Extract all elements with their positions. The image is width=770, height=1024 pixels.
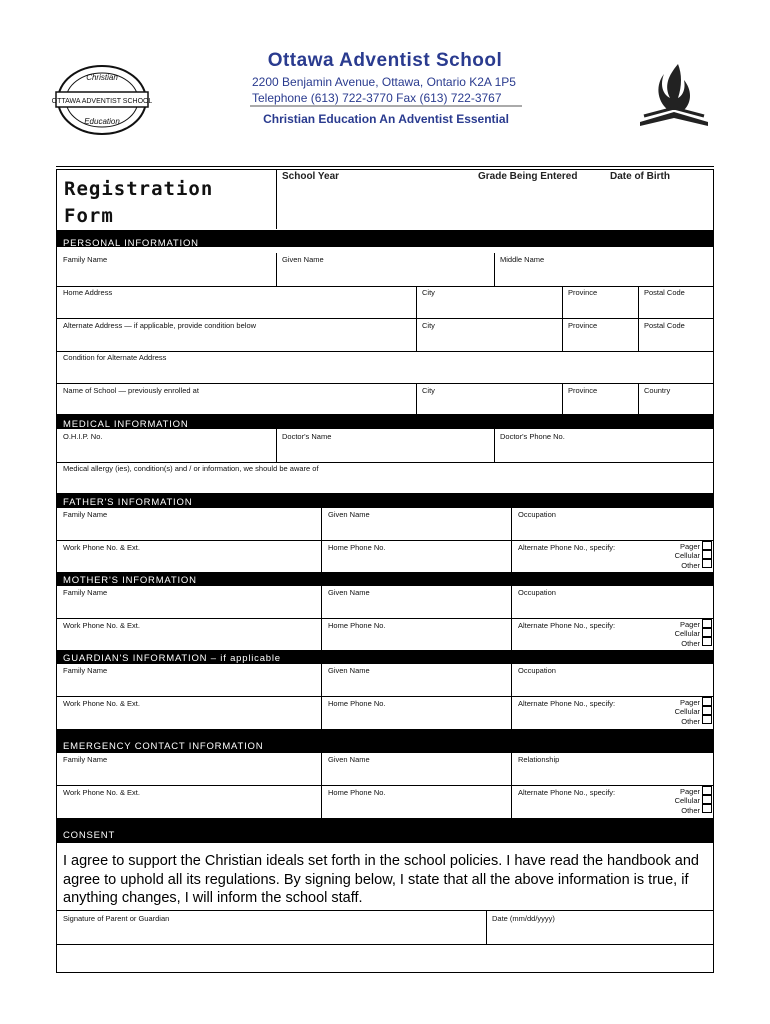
- father-cellular-checkbox[interactable]: [702, 550, 712, 559]
- guardian-home-phone-field[interactable]: Home Phone No.: [328, 699, 386, 708]
- guardian-cellular-checkbox[interactable]: [702, 706, 712, 715]
- mother-given-name-field[interactable]: Given Name: [328, 588, 370, 597]
- school-province-field[interactable]: Province: [568, 386, 598, 395]
- date-field[interactable]: Date (mm/dd/yyyy): [492, 914, 555, 923]
- emergency-home-phone-field[interactable]: Home Phone No.: [328, 788, 386, 797]
- alt-city-field[interactable]: City: [422, 321, 435, 330]
- school-address: 2200 Benjamin Avenue, Ottawa, Ontario K2A 1P5: [252, 75, 516, 89]
- doctor-name-field[interactable]: Doctor's Name: [282, 432, 332, 441]
- school-crest-logo: [52, 62, 152, 138]
- family-name-field[interactable]: Family Name: [63, 255, 108, 264]
- home-city-field[interactable]: City: [422, 288, 435, 297]
- alt-postal-code-field[interactable]: Postal Code: [644, 321, 685, 330]
- father-home-phone-field[interactable]: Home Phone No.: [328, 543, 386, 552]
- mother-work-phone-field[interactable]: Work Phone No. & Ext.: [63, 621, 140, 630]
- father-alt-phone-field[interactable]: Alternate Phone No., specify:: [518, 543, 616, 552]
- mother-home-phone-field[interactable]: Home Phone No.: [328, 621, 386, 630]
- school-year-field[interactable]: School Year: [282, 171, 340, 182]
- consent-section-header: CONSENT: [57, 818, 713, 843]
- svg-text:OTTAWA ADVENTIST SCHOOL: OTTAWA ADVENTIST SCHOOL: [52, 98, 152, 105]
- mother-occupation-field[interactable]: Occupation: [518, 588, 556, 597]
- emergency-other-checkbox[interactable]: [702, 804, 712, 813]
- guardian-other-checkbox[interactable]: [702, 715, 712, 724]
- mother-family-name-field[interactable]: Family Name: [63, 588, 108, 597]
- guardian-alt-phone-field[interactable]: Alternate Phone No., specify:: [518, 699, 616, 708]
- father-given-name-field[interactable]: Given Name: [328, 510, 370, 519]
- previous-school-field[interactable]: Name of School — previously enrolled at: [63, 386, 199, 395]
- grade-field[interactable]: Grade Being Entered: [478, 171, 578, 182]
- father-section-header: FATHER'S INFORMATION: [57, 493, 713, 508]
- emergency-relationship-field[interactable]: Relationship: [518, 755, 560, 764]
- middle-name-field[interactable]: Middle Name: [500, 255, 545, 264]
- consent-statement: I agree to support the Christian ideals set forth in the school policies. I have read the handbook and agree to uphold all its regulations. By signing below, I state that all the above information is true, if anything changes, I will inform the school staff.: [63, 853, 699, 906]
- top-rule: [56, 166, 714, 167]
- guardian-pager-checkbox[interactable]: [702, 697, 712, 706]
- father-family-name-field[interactable]: Family Name: [63, 510, 108, 519]
- school-name: Ottawa Adventist School: [267, 50, 503, 71]
- guardian-work-phone-field[interactable]: Work Phone No. & Ext.: [63, 699, 140, 708]
- signature-field[interactable]: Signature of Parent or Guardian: [63, 914, 170, 923]
- given-name-field[interactable]: Given Name: [282, 255, 324, 264]
- medical-section-header: MEDICAL INFORMATION: [57, 414, 713, 429]
- personal-section-header: PERSONAL INFORMATION: [57, 230, 713, 247]
- emergency-work-phone-field[interactable]: Work Phone No. & Ext.: [63, 788, 140, 797]
- school-phone: Telephone (613) 722-3770 Fax (613) 722-3767: [252, 91, 502, 105]
- alternate-address-field[interactable]: Alternate Address — if applicable, provide condition below: [63, 321, 257, 330]
- home-postal-code-field[interactable]: Postal Code: [644, 288, 685, 297]
- father-pager-checkbox[interactable]: [702, 541, 712, 550]
- guardian-given-name-field[interactable]: Given Name: [328, 666, 370, 675]
- school-city-field[interactable]: City: [422, 386, 435, 395]
- father-occupation-field[interactable]: Occupation: [518, 510, 556, 519]
- guardian-occupation-field[interactable]: Occupation: [518, 666, 556, 675]
- father-work-phone-field[interactable]: Work Phone No. & Ext.: [63, 543, 140, 552]
- mother-cellular-checkbox[interactable]: [702, 628, 712, 637]
- alt-province-field[interactable]: Province: [568, 321, 598, 330]
- header-divider: [250, 105, 522, 107]
- mother-pager-checkbox[interactable]: [702, 619, 712, 628]
- father-other-checkbox[interactable]: [702, 559, 712, 568]
- school-tagline: Christian Education An Adventist Essential: [263, 112, 509, 126]
- guardian-family-name-field[interactable]: Family Name: [63, 666, 108, 675]
- emergency-section-header: EMERGENCY CONTACT INFORMATION: [57, 729, 713, 753]
- date-of-birth-field[interactable]: Date of Birth: [610, 171, 670, 182]
- mother-section-header: MOTHER'S INFORMATION: [57, 572, 713, 586]
- emergency-family-name-field[interactable]: Family Name: [63, 755, 108, 764]
- flame-and-book-icon: [634, 60, 714, 134]
- svg-text:Christian: Christian: [86, 73, 118, 82]
- form-title: Registration Form: [64, 178, 214, 227]
- medical-allergy-field[interactable]: Medical allergy (ies), condition(s) and / or information, we should be aware of: [63, 464, 319, 473]
- alternate-condition-field[interactable]: Condition for Alternate Address: [63, 353, 167, 362]
- emergency-given-name-field[interactable]: Given Name: [328, 755, 370, 764]
- guardian-section-header: GUARDIAN'S INFORMATION – if applicable: [57, 650, 713, 664]
- home-address-field[interactable]: Home Address: [63, 288, 113, 297]
- home-province-field[interactable]: Province: [568, 288, 598, 297]
- mother-alt-phone-field[interactable]: Alternate Phone No., specify:: [518, 621, 616, 630]
- ohip-field[interactable]: O.H.I.P. No.: [63, 432, 103, 441]
- svg-text:Education: Education: [84, 117, 120, 126]
- doctor-phone-field[interactable]: Doctor's Phone No.: [500, 432, 565, 441]
- mother-other-checkbox[interactable]: [702, 637, 712, 646]
- emergency-cellular-checkbox[interactable]: [702, 795, 712, 804]
- emergency-pager-checkbox[interactable]: [702, 786, 712, 795]
- emergency-alt-phone-field[interactable]: Alternate Phone No., specify:: [518, 788, 616, 797]
- school-country-field[interactable]: Country: [644, 386, 671, 395]
